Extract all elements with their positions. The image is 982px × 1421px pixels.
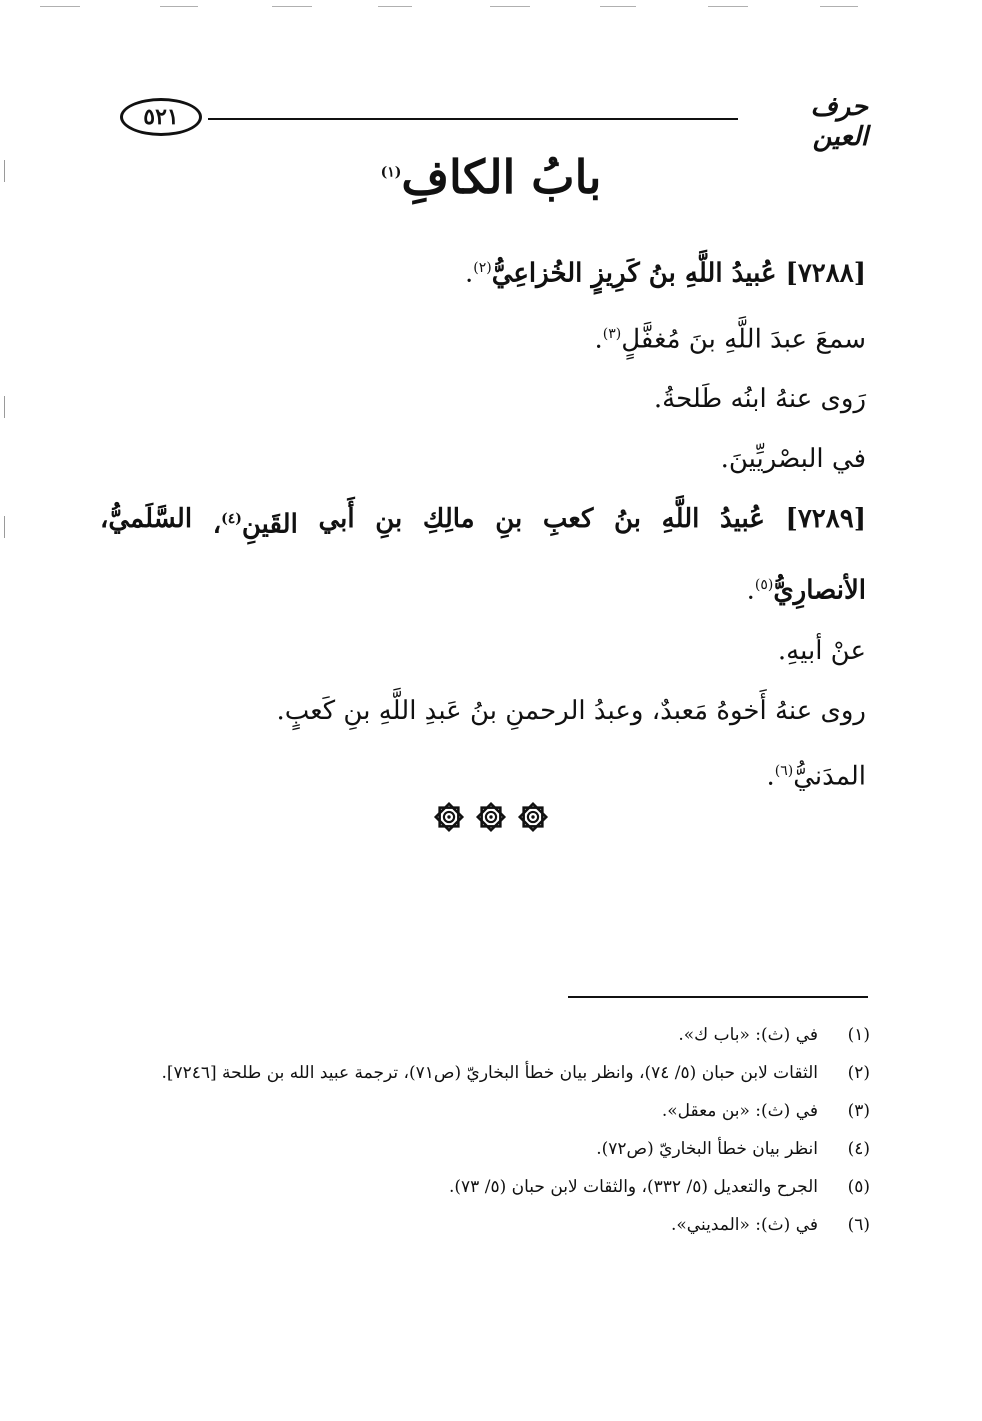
head-word: كعبِ — [542, 504, 594, 535]
footnote-ref: (١) — [380, 164, 402, 181]
head-word-with-note — [213, 489, 298, 555]
margin-tick — [4, 396, 5, 418]
scan-mark — [820, 6, 858, 7]
punctuation: . — [746, 575, 755, 606]
entry-7288-head-line — [100, 238, 866, 304]
footnote-number: (٣) — [847, 1101, 870, 1121]
entry-7288-teacher-line — [100, 304, 866, 370]
footnote-text: انظر بيان خطأ البخاريّ (ص٧٢). — [596, 1139, 818, 1159]
footnote-text: في (ث): «المديني». — [671, 1215, 818, 1235]
footnote-rule — [568, 996, 868, 998]
footnote-text: الثقات لابن حبان (٥/ ٧٤)، وانظر بيان خطأ البخاريّ (ص٧١)، ترجمة عبيد الله بن طلحة [٧٢٤٦]. — [161, 1063, 818, 1083]
entry-7289-head-line — [100, 489, 866, 555]
footnote-ref: (٤) — [221, 511, 242, 528]
entry-7289-source: عنْ أبيهِ. — [777, 635, 866, 666]
footnote-text: في (ث): «باب ك». — [678, 1025, 818, 1045]
chapter-title-text: بابُ الكافِ — [401, 150, 602, 204]
head-word: السَّلَميُّ، — [100, 504, 193, 535]
head-word: اللَّهِ — [661, 504, 700, 535]
footnote — [100, 1168, 870, 1206]
entry-7288-teacher: سمعَ عبدَ اللَّهِ بنَ مُغفَّلٍ — [621, 324, 866, 355]
entry-7289-nisba: الأنصارِيُّ — [773, 575, 866, 606]
star-ornament-icon — [432, 800, 466, 834]
head-word: بنِ — [375, 504, 403, 535]
header-rule — [208, 118, 738, 120]
entry-7289-head-line-2 — [100, 555, 866, 621]
scan-mark — [160, 6, 198, 7]
punctuation: ، — [212, 509, 222, 540]
chapter-title — [0, 150, 982, 204]
head-word: أَبي — [318, 504, 355, 535]
footnote-ref: (٦) — [774, 762, 794, 779]
punctuation: . — [594, 324, 603, 355]
scan-mark — [600, 6, 636, 7]
page-number: ٥٢١ — [143, 104, 179, 130]
footnote-ref: (٥) — [754, 576, 774, 593]
punctuation: . — [766, 761, 775, 792]
head-word: [٧٢٨٩] — [785, 504, 866, 535]
head-word: عُبيدُ — [720, 504, 765, 535]
scan-mark — [490, 6, 530, 7]
scan-mark — [272, 6, 312, 7]
entry-7288-head: [٧٢٨٨] عُبيدُ اللَّهِ بنُ كَرِيزٍ الخُزاعِيُّ — [491, 258, 866, 289]
footnote-ref: (٢) — [473, 260, 492, 276]
footnote — [100, 1092, 870, 1130]
head-word: مالِكِ — [422, 504, 475, 535]
footnote — [100, 1206, 870, 1244]
scan-mark — [40, 6, 80, 7]
section-separator — [0, 800, 982, 834]
footnote-number: (٢) — [847, 1063, 870, 1083]
head-word: بنِ — [495, 504, 523, 535]
head-word: بنُ — [614, 504, 642, 535]
scan-mark — [378, 6, 412, 7]
entry-7289-narrators: روى عنهُ أَخوهُ مَعبدٌ، وعبدُ الرحمنِ بنُ عَبدِ اللَّهِ بنِ كَعبٍ. — [276, 695, 866, 726]
star-ornament-icon — [474, 800, 508, 834]
entry-7288-narrator: رَوى عنهُ ابنُه طَلحةُ. — [653, 384, 866, 415]
footnote-ref: (٣) — [602, 325, 622, 342]
entry-7289-place: المدَنيُّ — [793, 761, 866, 792]
scan-mark — [708, 6, 748, 7]
punctuation: . — [464, 258, 474, 289]
head-word: القَينِ — [241, 509, 298, 540]
footnote-text: في (ث): «بن معقل». — [661, 1101, 818, 1121]
footnote — [100, 1130, 870, 1168]
running-head: حرف العين — [810, 92, 868, 152]
page-number-badge — [120, 98, 202, 136]
star-ornament-icon — [516, 800, 550, 834]
footnote-text: الجرح والتعديل (٥/ ٣٣٢)، والثقات لابن حبان (٥/ ٧٣). — [449, 1177, 818, 1197]
footnote-number: (٤) — [847, 1139, 870, 1159]
footnote-number: (٥) — [847, 1177, 870, 1197]
footnotes — [100, 1016, 870, 1244]
entry-7288-place: في البصْريِّينَ. — [720, 444, 866, 475]
entry-7289-place-line — [100, 741, 866, 807]
footnote-number: (١) — [847, 1025, 870, 1045]
margin-tick — [4, 516, 5, 538]
footnote — [100, 1016, 870, 1054]
footnote — [100, 1054, 870, 1092]
footnote-number: (٦) — [847, 1215, 870, 1235]
body-text — [100, 238, 866, 806]
